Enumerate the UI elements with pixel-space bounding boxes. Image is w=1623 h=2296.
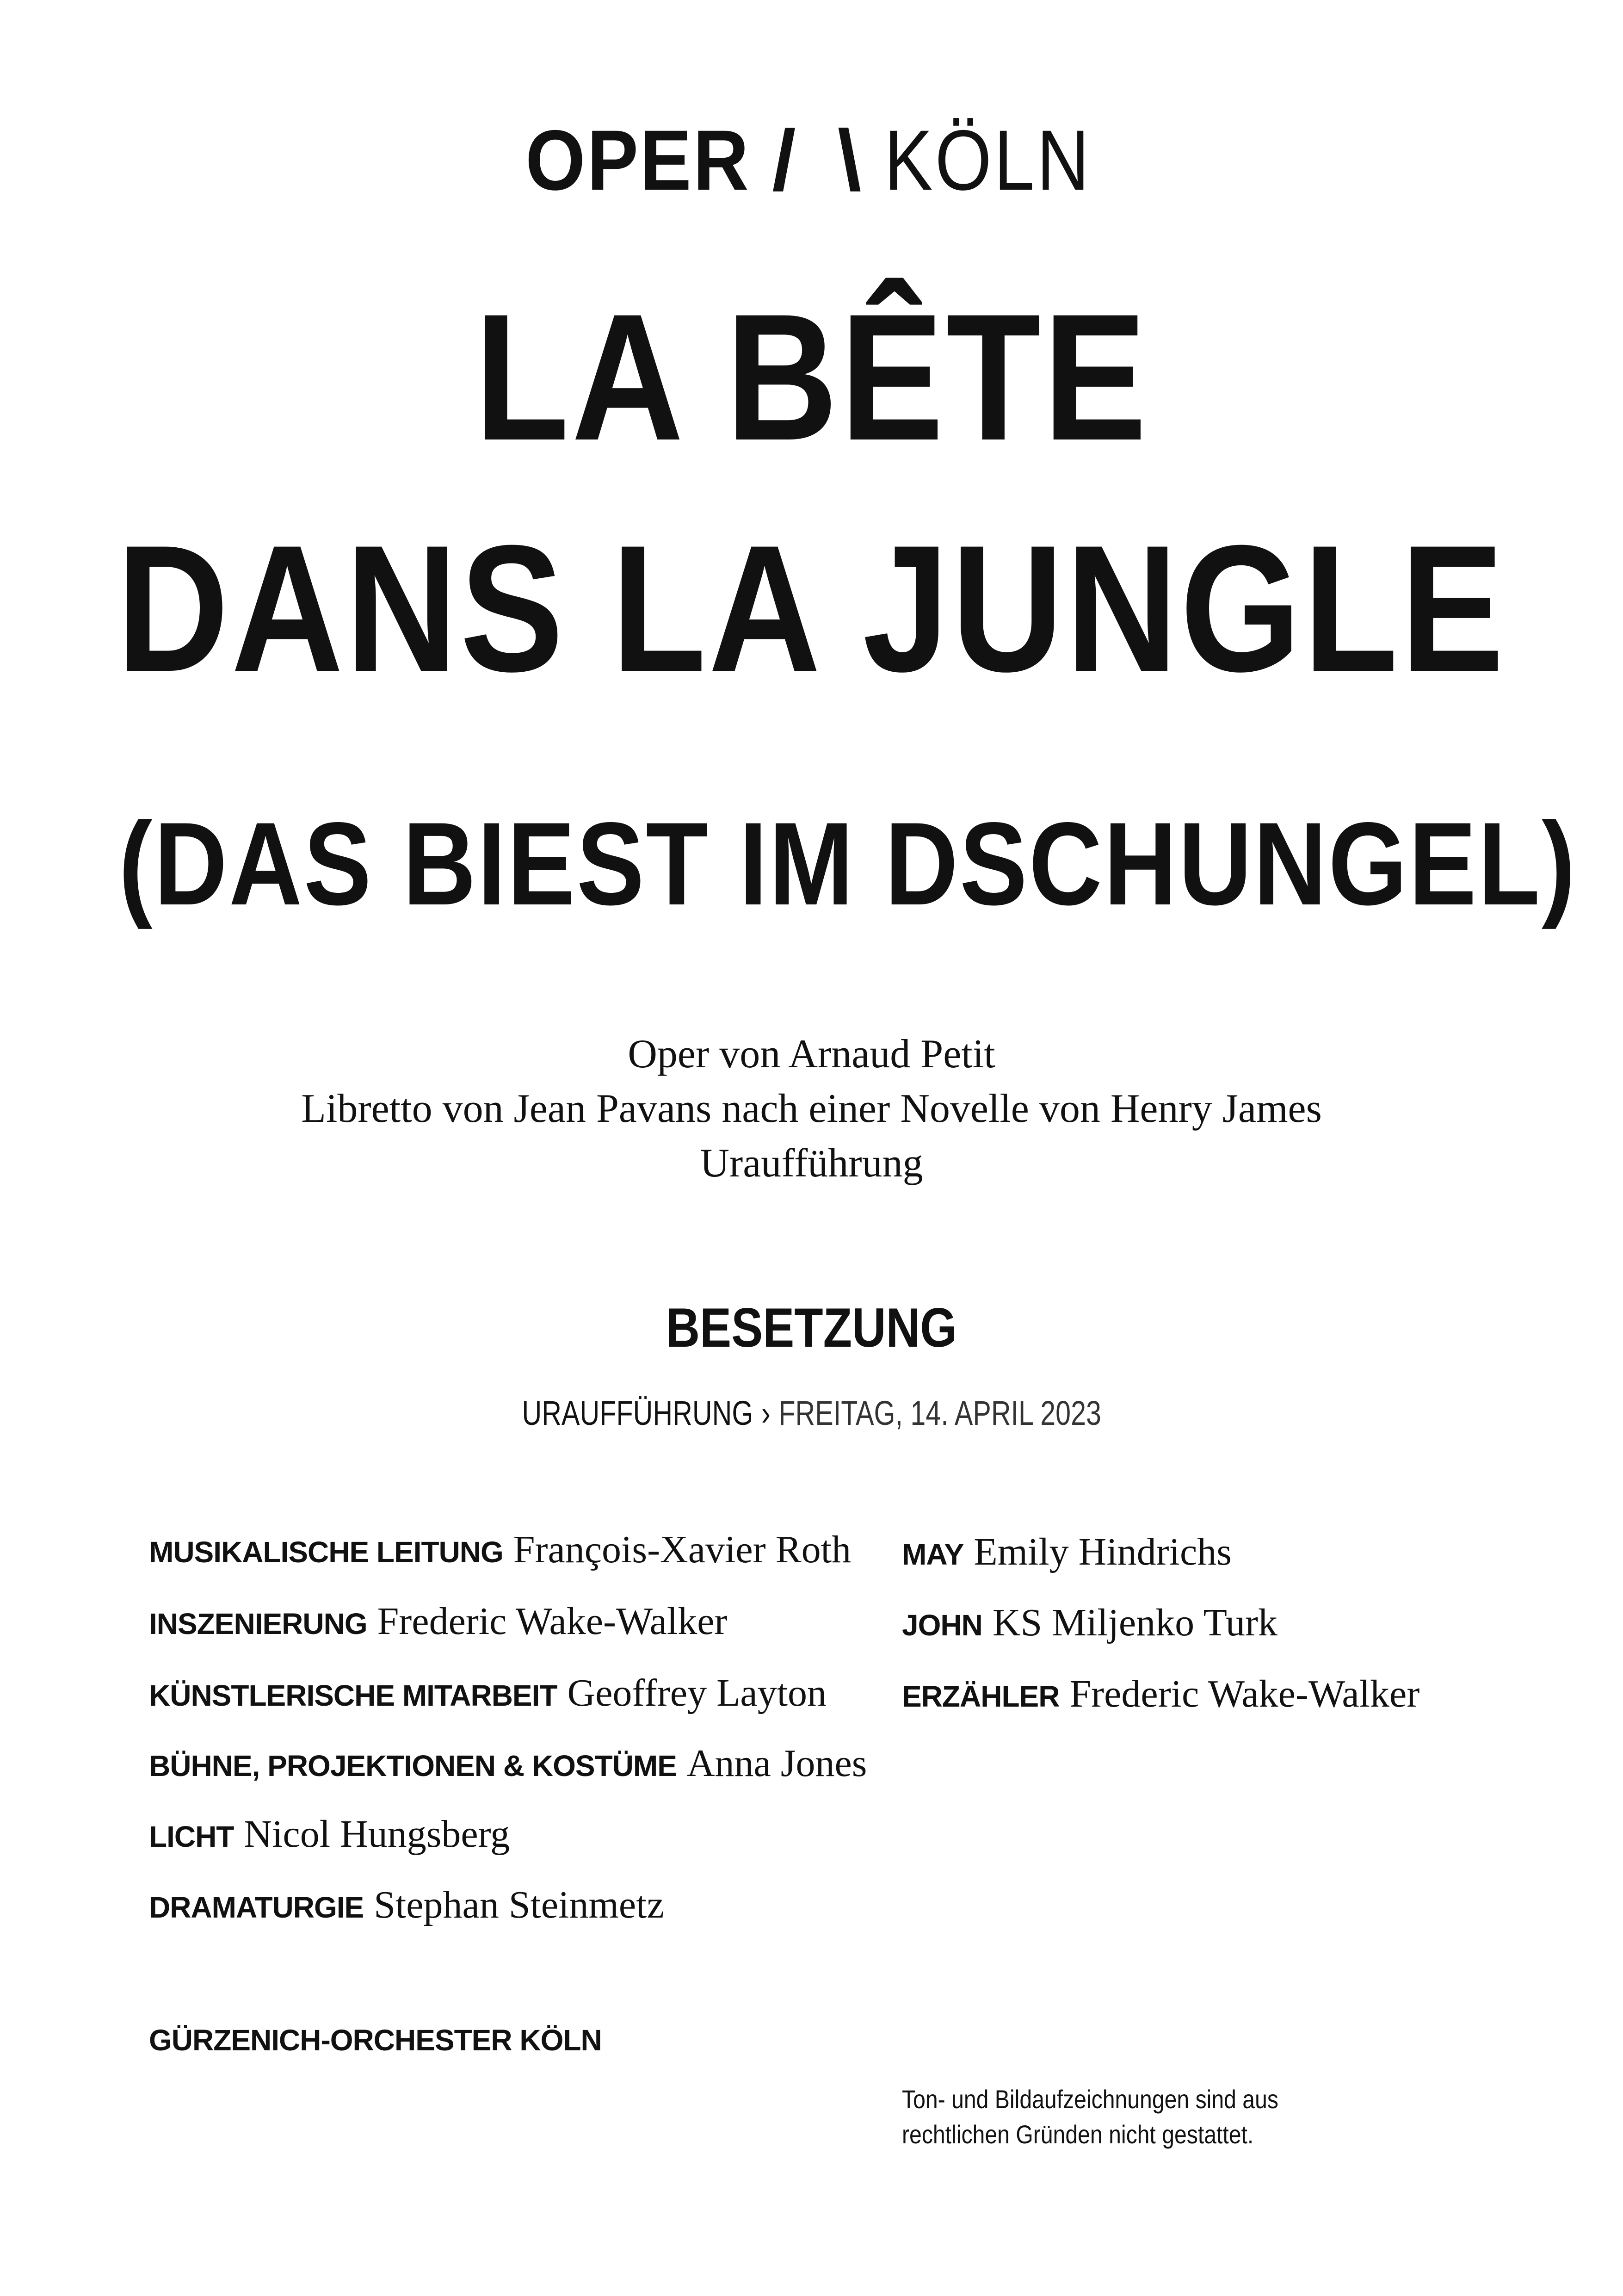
cast-row [902,1529,1232,1578]
cast-row [902,1600,1277,1648]
team-row [149,1740,867,1789]
cast-role: JOHN [902,1609,982,1642]
performance-dateline [0,1392,1623,1434]
team-name: Frederic Wake-Walker [377,1600,728,1643]
team-role: INSZENIERUNG [149,1607,367,1640]
composer-line: Oper von Arnaud Petit [628,1032,995,1077]
work-credits [0,1027,1623,1191]
cast-name: KS Miljenko Turk [992,1601,1277,1644]
opera-logo [0,113,1623,208]
cast-role: ERZÄHLER [902,1680,1060,1713]
recording-notice-line-1: Ton- und Bildaufzeichnungen sind aus [902,2085,1278,2114]
cast-name: Emily Hindrichs [974,1530,1232,1573]
team-row [149,1527,851,1575]
team-role: KÜNSTLERISCHE MITARBEIT [149,1679,557,1712]
recording-notice-line-2: rechtlichen Gründen nicht gestattet. [902,2120,1254,2149]
recording-notice [902,2082,1339,2152]
subtitle [0,798,1623,930]
premiere-line: Uraufführung [700,1141,923,1186]
team-role: MUSIKALISCHE LEITUNG [149,1535,503,1569]
subtitle-text: (DAS BIEST IM DSCHUNGEL) [118,798,1577,930]
team-name: Geoffrey Layton [567,1671,827,1714]
cast-row [902,1671,1419,1720]
title-line-1 [0,276,1623,478]
orchestra-name: GÜRZENICH-ORCHESTER KÖLN [149,2024,602,2057]
cast-name: Frederic Wake-Walker [1069,1672,1420,1715]
team-role: LICHT [149,1820,234,1853]
title-line-2-text: DANS LA JUNGLE [117,507,1506,709]
logo-koeln: KÖLN [884,113,1092,208]
logo-slash-right: \ [837,113,862,208]
team-name: François-Xavier Roth [513,1528,851,1571]
title-line-2 [0,507,1623,709]
logo-oper: OPER [525,113,751,208]
team-role: BÜHNE, PROJEKTIONEN & KOSTÜME [149,1749,677,1782]
team-name: Nicol Hungsberg [244,1813,510,1856]
besetzung-heading-text: BESETZUNG [666,1297,957,1359]
libretto-line: Libretto von Jean Pavans nach einer Novelle von Henry James [301,1086,1322,1131]
logo-slash-left: / [772,113,796,208]
dateline-separator: › [761,1394,771,1432]
dateline-label: URAUFFÜHRUNG [522,1394,753,1432]
dateline-value: FREITAG, 14. APRIL 2023 [778,1394,1101,1432]
team-name: Stephan Steinmetz [374,1883,664,1926]
title-line-1-text: LA BÊTE [474,276,1149,478]
besetzung-heading [0,1295,1623,1360]
team-name: Anna Jones [686,1742,867,1785]
team-row [149,1670,827,1719]
team-row [149,1598,727,1647]
team-row [149,1811,510,1860]
cast-role: MAY [902,1538,964,1571]
team-row [149,1882,664,1931]
team-role: DRAMATURGIE [149,1891,364,1924]
